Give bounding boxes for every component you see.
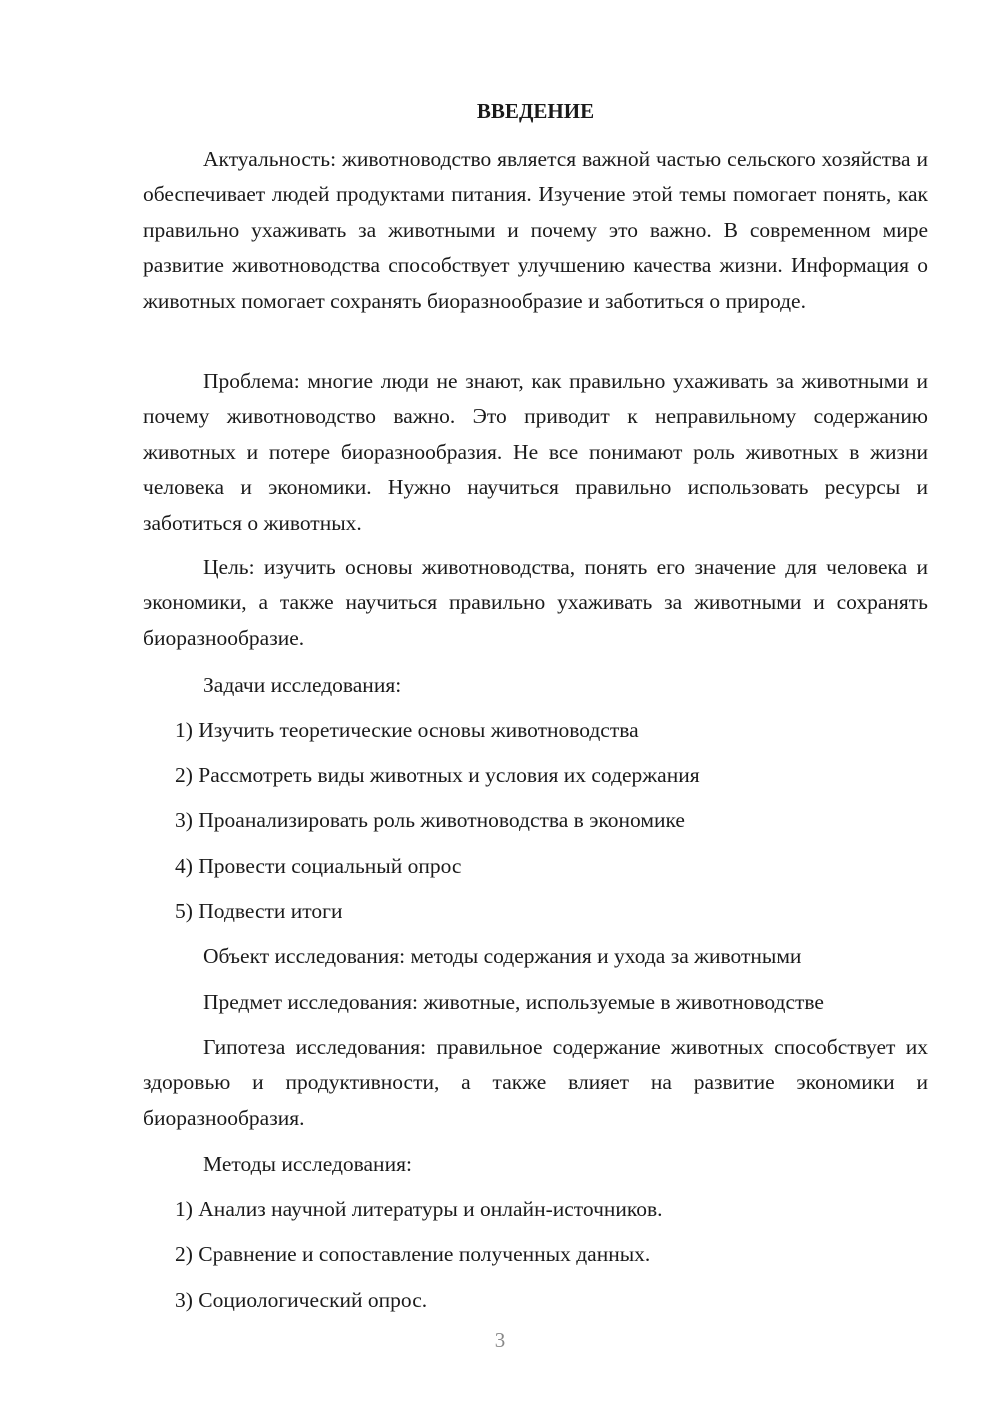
list-item: 3) Проанализировать роль животноводства в экономике bbox=[175, 808, 685, 832]
problem-paragraph: Проблема: многие люди не знают, как правильно ухаживать за животными и почему животноводство важно. Это приводит к неправильному содержанию животных и потере биоразнообразия. Не все понимают роль животных в жизни человека и экономики. Нужно научиться правильно использовать ресурсы и заботиться о животных. bbox=[143, 369, 928, 535]
methods-heading: Методы исследования: bbox=[203, 1152, 412, 1176]
research-object: Объект исследования: методы содержания и ухода за животными bbox=[203, 944, 802, 968]
relevance-paragraph: Актуальность: животноводство является важной частью сельского хозяйства и обеспечивает людей продуктами питания. Изучение этой темы помогает понять, как правильно ухаживать за животными и почему это важно. В современном мире развитие животноводства способствует улучшению качества жизни. Информация о животных помогает сохранять биоразнообразие и заботиться о природе. bbox=[143, 147, 928, 313]
hypothesis-paragraph: Гипотеза исследования: правильное содержание животных способствует их здоровью и продуктивности, а также влияет на развитие экономики и биоразнообразия. bbox=[143, 1035, 928, 1130]
list-item: 2) Сравнение и сопоставление полученных данных. bbox=[175, 1242, 651, 1266]
list-item: 2) Рассмотреть виды животных и условия их содержания bbox=[175, 763, 700, 787]
list-item: 1) Анализ научной литературы и онлайн-источников. bbox=[175, 1197, 663, 1221]
tasks-heading: Задачи исследования: bbox=[203, 673, 402, 697]
list-item: 1) Изучить теоретические основы животноводства bbox=[175, 718, 639, 742]
page-number: 3 bbox=[494, 1328, 506, 1352]
list-item: 4) Провести социальный опрос bbox=[175, 854, 462, 878]
list-item: 5) Подвести итоги bbox=[175, 899, 343, 923]
section-title: ВВЕДЕНИЕ bbox=[476, 99, 595, 123]
research-subject: Предмет исследования: животные, используемые в животноводстве bbox=[203, 990, 824, 1014]
goal-paragraph: Цель: изучить основы животноводства, понять его значение для человека и экономики, а также научиться правильно ухаживать за животными и сохранять биоразнообразие. bbox=[143, 555, 928, 650]
list-item: 3) Социологический опрос. bbox=[175, 1288, 428, 1312]
